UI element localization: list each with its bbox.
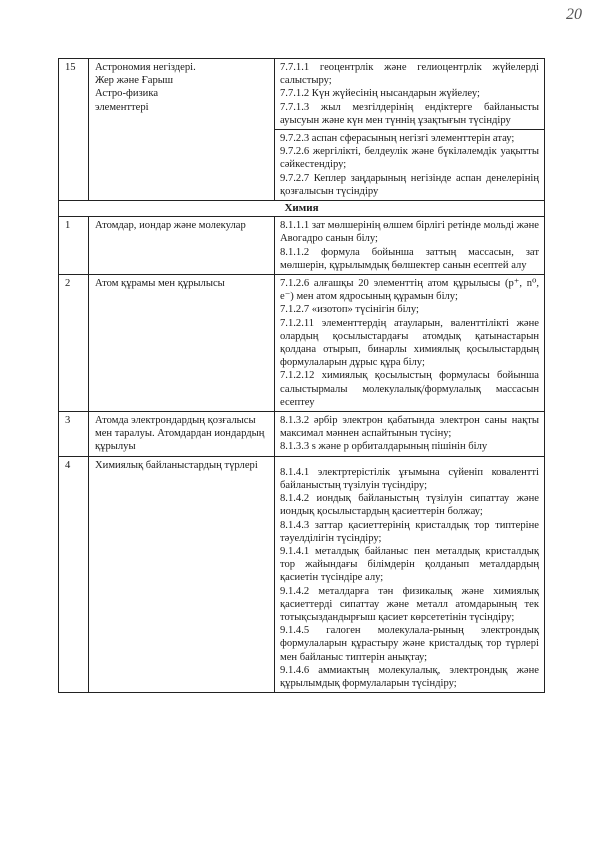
objective-item: 9.1.4.1 металдық байланыс пен металдық кристалдық тор жайындағы білімдерін қолданып металдардың қасиетін түсіндіре алу; — [280, 545, 539, 584]
objective-item: 7.1.2.11 элементтердің атауларын, валенттілікті және олардың қосылыстардағы атомдық қатынастарын қолдана отырып, бинарлы химиялық қосылыстардың формулаларын дұрыс құра білу; — [280, 317, 539, 369]
objective-item: 7.1.2.6 алғашқы 20 элементтің атом құрылысы (p⁺, n⁰, e⁻) мен атом ядросының құрамын білу; — [280, 278, 539, 303]
objective-item: 8.1.1.1 зат мөлшерінің өлшем бірлігі ретінде мольді және Авогадро санын білу; — [280, 220, 539, 245]
objective-item: 8.1.1.2 формула бойынша заттың массасын, зат мөлшерін, құрылымдық бөлшектер санын есептей алу — [280, 246, 539, 271]
objective-item: 8.1.3.2 әрбір электрон қабатында электрон саны нақты максимал мәннен аспайтынын түсіну; — [280, 415, 539, 440]
objective-item: 7.1.2.7 «изотоп» түсінігін білу; — [280, 304, 419, 316]
topic-cell: Атомда электрондардың қозғалысы мен таралуы. Атомдардан иондардың құрылуы — [89, 412, 275, 457]
section-title: Химия — [59, 201, 545, 217]
row-number: 15 — [59, 59, 89, 201]
topic-cell: Химиялық байланыстардың түрлері — [89, 456, 275, 692]
objective-item: 9.1.4.5 галоген молекулала-рының электрондық формулаларын құрастыру және кристалдық тор түрлері мен байланыс типтерін анықтау; — [280, 625, 539, 663]
objective-item: 9.7.2.3 аспан сферасының негізгі элементтерін атау; — [280, 133, 515, 145]
objectives-cell — [275, 412, 545, 457]
curriculum-table — [58, 58, 545, 693]
section-header-row — [59, 201, 545, 217]
row-number: 3 — [59, 412, 89, 457]
objectives-cell — [275, 217, 545, 275]
objective-item: 9.1.4.6 аммиактың молекулалық, электрондық және құрылымдық формулаларын түсіндіру; — [280, 664, 539, 689]
objectives-cell — [275, 59, 545, 130]
table-row — [59, 456, 545, 692]
table-row — [59, 59, 545, 130]
objective-item: 8.1.3.3 s және p орбиталдарының пішінін білу — [280, 441, 488, 453]
objective-item: 8.1.4.1 электртерістілік ұғымына сүйеніп коваленттi байланыстың түзілуін түсіндіру; — [280, 466, 539, 491]
objective-item: 7.7.1.3 жыл мезгілдерінің ендіктерге байланысты ауысуын және күн мен түннің ұзақтығын түсіндіру — [280, 101, 539, 126]
row-number: 4 — [59, 456, 89, 692]
objective-item: 9.7.2.6 жергілікті, белдеулік және бүкіләлемдік уақытты сәйкестендіру; — [280, 146, 539, 171]
topic-cell: Атомдар, иондар және молекулар — [89, 217, 275, 275]
objective-item: 7.7.1.1 геоцентрлік және гелиоцентрлік жүйелерді салыстыру; — [280, 62, 539, 87]
objectives-cell — [275, 130, 545, 201]
table-row — [59, 275, 545, 412]
objective-item: 8.1.4.3 заттар қасиеттерінің кристалдық тор типтеріне тәуелділігін түсіндіру; — [280, 519, 539, 544]
objective-item: 7.7.1.2 Күн жүйесінің нысандарын жүйелеу; — [280, 88, 480, 100]
row-number: 2 — [59, 275, 89, 412]
row-number: 1 — [59, 217, 89, 275]
topic-cell: Астрономия негіздері. Жер және Ғарыш Астро-физика элементтері — [89, 59, 275, 201]
table-row — [59, 217, 545, 275]
page-number: 20 — [566, 6, 582, 23]
objectives-cell — [275, 275, 545, 412]
objectives-cell — [275, 456, 545, 692]
table-row — [59, 412, 545, 457]
objective-item: 7.1.2.12 химиялық қосылыстың формуласы бойынша салыстырмалы молекулалық/формулалық массасын есептеу — [280, 370, 539, 408]
objective-item: 9.1.4.2 металдарға тән физикалық және химиялық қасиеттерді сипаттау және металл атомдарының тек тотықсыздандырғыш қасиет көрсететінін түсіндіру; — [280, 585, 539, 623]
objective-item: 8.1.4.2 иондық байланыстың түзілуін сипаттау және иондық қосылыстардың қасиеттерін болжау; — [280, 493, 539, 518]
objective-item: 9.7.2.7 Кеплер заңдарының негізінде аспан денелерінің қозғалысын түсіндіру — [280, 172, 539, 197]
topic-cell: Атом құрамы мен құрылысы — [89, 275, 275, 412]
